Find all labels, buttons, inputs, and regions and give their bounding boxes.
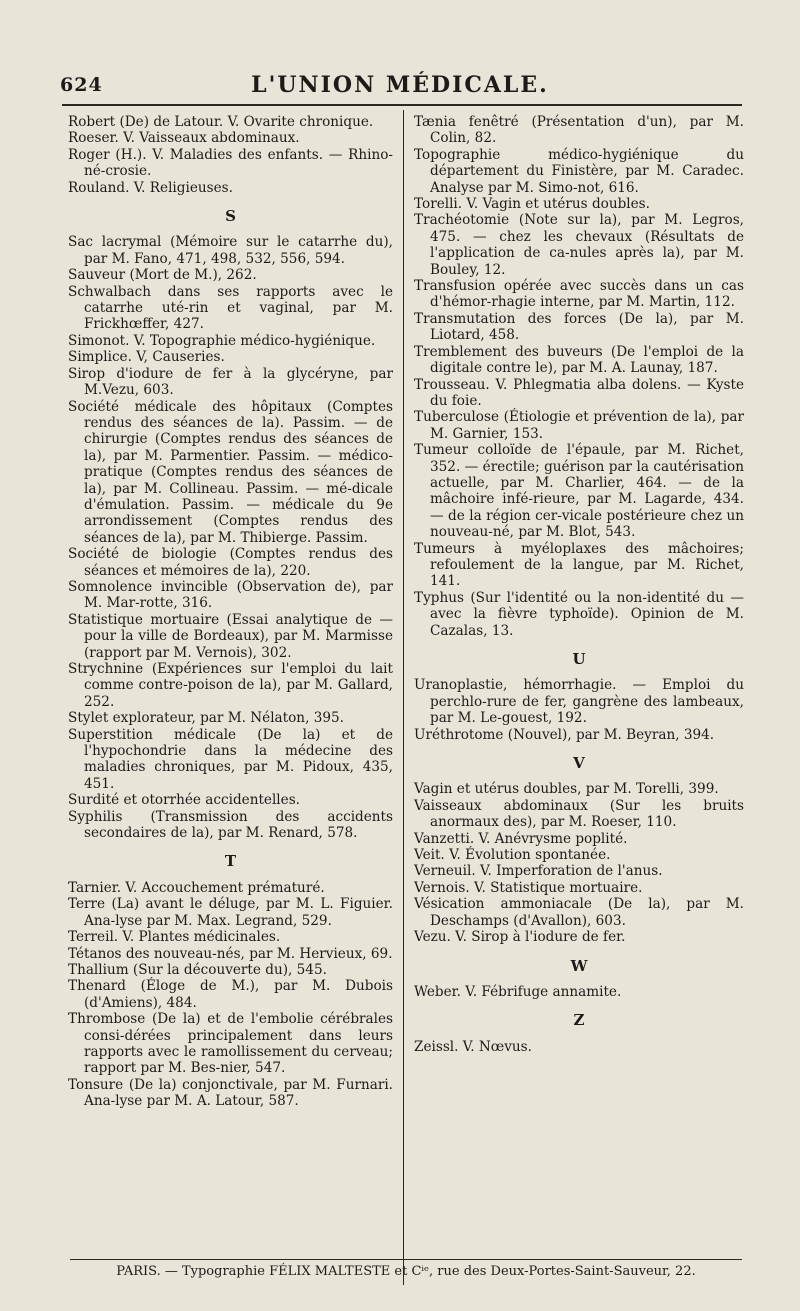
index-entry: Topographie médico-hygiénique du département du Finistère, par M. Caradec. Analyse par M. Simo-not, 616. (414, 146, 744, 196)
index-entry: Vagin et utérus doubles, par M. Torelli, 399. (414, 781, 719, 798)
index-entry: Sauveur (Mort de M.), 262. (68, 267, 257, 284)
index-entry: Simonot. V. Topographie médico-hygiénique. (68, 332, 376, 349)
index-entry: Superstition médicale (De la) et de l'hypochondrie dans la médecine des maladies chroniques, par M. Pidoux, 435, 451. (68, 726, 393, 792)
index-entry: Sirop d'iodure de fer à la glycéryne, par M.Vezu, 603. (68, 365, 393, 399)
header-rule (62, 104, 742, 106)
index-entry: Tuberculose (Étiologie et prévention de la), par M. Garnier, 153. (414, 409, 744, 442)
index-entry: Vezu. V. Sirop à l'iodure de fer. (414, 929, 626, 946)
printer-imprint: PARIS. — Typographie FÉLIX MALTESTE et Cⁱᵉ, rue des Deux-Portes-Saint-Sauveur, 22. (70, 1259, 742, 1279)
index-entry: Vernois. V. Statistique mortuaire. (414, 879, 643, 896)
index-entry: Société de biologie (Comptes rendus des séances et mémoires de la), 220. (68, 546, 393, 579)
index-entry: Verneuil. V. Imperforation de l'anus. (414, 863, 663, 880)
index-entry: Veit. V. Évolution spontanée. (414, 847, 611, 864)
section-letter: Z (573, 1011, 585, 1030)
index-entry: Simplice. V, Causeries. (68, 349, 225, 366)
index-entry: Tumeurs à myéloplaxes des mâchoires; refoulement de la langue, par M. Richet, 141. (414, 540, 744, 590)
index-entry: Thenard (Éloge de M.), par M. Dubois (d'Amiens), 484. (68, 978, 393, 1011)
index-entry: Sac lacrymal (Mémoire sur le catarrhe du), par M. Fano, 471, 498, 532, 556, 594. (68, 234, 393, 267)
index-entry: Terre (La) avant le déluge, par M. L. Figuier. Ana-lyse par M. Max. Legrand, 529. (68, 896, 393, 929)
index-entry: Torelli. V. Vagin et utérus doubles. (414, 196, 650, 213)
section-letter: S (225, 207, 236, 226)
index-entry: Thallium (Sur la découverte du), 545. (68, 961, 327, 978)
index-entry: Somnolence invincible (Observation de), par M. Mar-rotte, 316. (68, 578, 393, 612)
index-entry: Trousseau. V. Phlegmatia alba dolens. — Kyste du foie. (414, 376, 744, 409)
index-entry: Tremblement des buveurs (De l'emploi de la digitale contre le), par M. A. Launay, 187. (414, 343, 744, 377)
right-index-column (414, 114, 744, 1055)
index-entry: Tumeur colloïde de l'épaule, par M. Richet, 352. — érectile; guérison par la cautérisation actuelle, par M. Charlier, 464. — de la mâchoire infé-rieure, par M. Lagarde, 434. — de la région cer-vicale postérieure chez un nouveau-né, par M. Blot, 543. (414, 442, 744, 541)
index-entry: Stylet explorateur, par M. Nélaton, 395. (68, 710, 344, 727)
page-number: 624 (60, 74, 103, 96)
index-entry: Tarnier. V. Accouchement prématuré. (68, 879, 325, 896)
section-letter: T (224, 852, 237, 871)
index-entry: Vésication ammoniacale (De la), par M. Deschamps (d'Avallon), 603. (414, 896, 744, 929)
index-entry: Trachéotomie (Note sur la), par M. Legros, 475. — chez les chevaux (Résultats de l'application de ca-nules après la), par M. Bouley, 12. (414, 212, 744, 278)
index-entry: Transmutation des forces (De la), par M. Liotard, 458. (414, 310, 744, 344)
section-letter: U (572, 650, 586, 668)
left-index-column (68, 114, 393, 1110)
index-entry: Thrombose (De la) et de l'embolie cérébrales consi-dérées principalement dans leurs rapports avec le ramollissement du cerveau; rapport par M. Bes-nier, 547. (68, 1011, 393, 1077)
index-entry: Strychnine (Expériences sur l'emploi du lait comme contre-poison de la), par M. Gallard, 252. (68, 661, 393, 710)
index-entry: Vaisseaux abdominaux (Sur les bruits anormaux des), par M. Roeser, 110. (414, 797, 744, 831)
index-entry: Zeissl. V. Nœvus. (414, 1038, 532, 1055)
index-entry: Uranoplastie, hémorrhagie. — Emploi du perchlo-rure de fer, gangrène des lambeaux, par M. Le-gouest, 192. (414, 677, 744, 727)
index-entry: Tétanos des nouveau-nés, par M. Hervieux, 69. (68, 945, 393, 962)
index-entry: Tænia fenêtré (Présentation d'un), par M. Colin, 82. (414, 114, 744, 147)
section-letter: V (573, 754, 585, 773)
index-entry: Terreil. V. Plantes médicinales. (68, 929, 281, 946)
index-entry: Robert (De) de Latour. V. Ovarite chronique. (68, 114, 374, 130)
journal-title: L'UNION MÉDICALE. (251, 72, 549, 98)
index-entry: Vanzetti. V. Anévrysme poplité. (414, 830, 628, 847)
column-divider (403, 110, 404, 1285)
section-letter: W (570, 956, 588, 975)
index-entry: Typhus (Sur l'identité ou la non-identité du — avec la fièvre typhoïde). Opinion de M. Cazalas, 13. (414, 589, 744, 639)
index-entry: Statistique mortuaire (Essai analytique de — pour la ville de Bordeaux), par M. Marmisse (rapport par M. Vernois), 302. (68, 611, 393, 661)
index-entry: Société médicale des hôpitaux (Comptes rendus des séances de la). Passim. — de chirurgie (Comptes rendus des séances de la), par M. Parmentier. Passim. — médico-pratique (Comptes rendus des séances de la), par M. Collineau. Passim. — mé-dicale d'émulation. Passim. — médicale du 9e arrondissement (Comptes rendus des séances de la), par M. Thibierge. Passim. (68, 398, 393, 546)
index-entry: Syphilis (Transmission des accidents secondaires de la), par M. Renard, 578. (68, 808, 393, 842)
index-entry: Roger (H.). V. Maladies des enfants. — Rhino-né-crosie. (68, 146, 393, 180)
index-entry: Surdité et otorrhée accidentelles. (68, 792, 300, 809)
index-entry: Schwalbach dans ses rapports avec le catarrhe uté-rin et vaginal, par M. Frickhœffer, 427. (68, 283, 393, 333)
index-entry: Weber. V. Fébrifuge annamite. (414, 983, 622, 1000)
index-entry: Rouland. V. Religieuses. (68, 179, 233, 196)
index-entry: Uréthrotome (Nouvel), par M. Beyran, 394. (414, 726, 715, 743)
index-entry: Tonsure (De la) conjonctivale, par M. Furnari. Ana-lyse par M. A. Latour, 587. (68, 1076, 393, 1110)
index-entry: Roeser. V. Vaisseaux abdominaux. (68, 130, 300, 147)
index-entry: Transfusion opérée avec succès dans un cas d'hémor-rhagie interne, par M. Martin, 112. (414, 278, 744, 311)
